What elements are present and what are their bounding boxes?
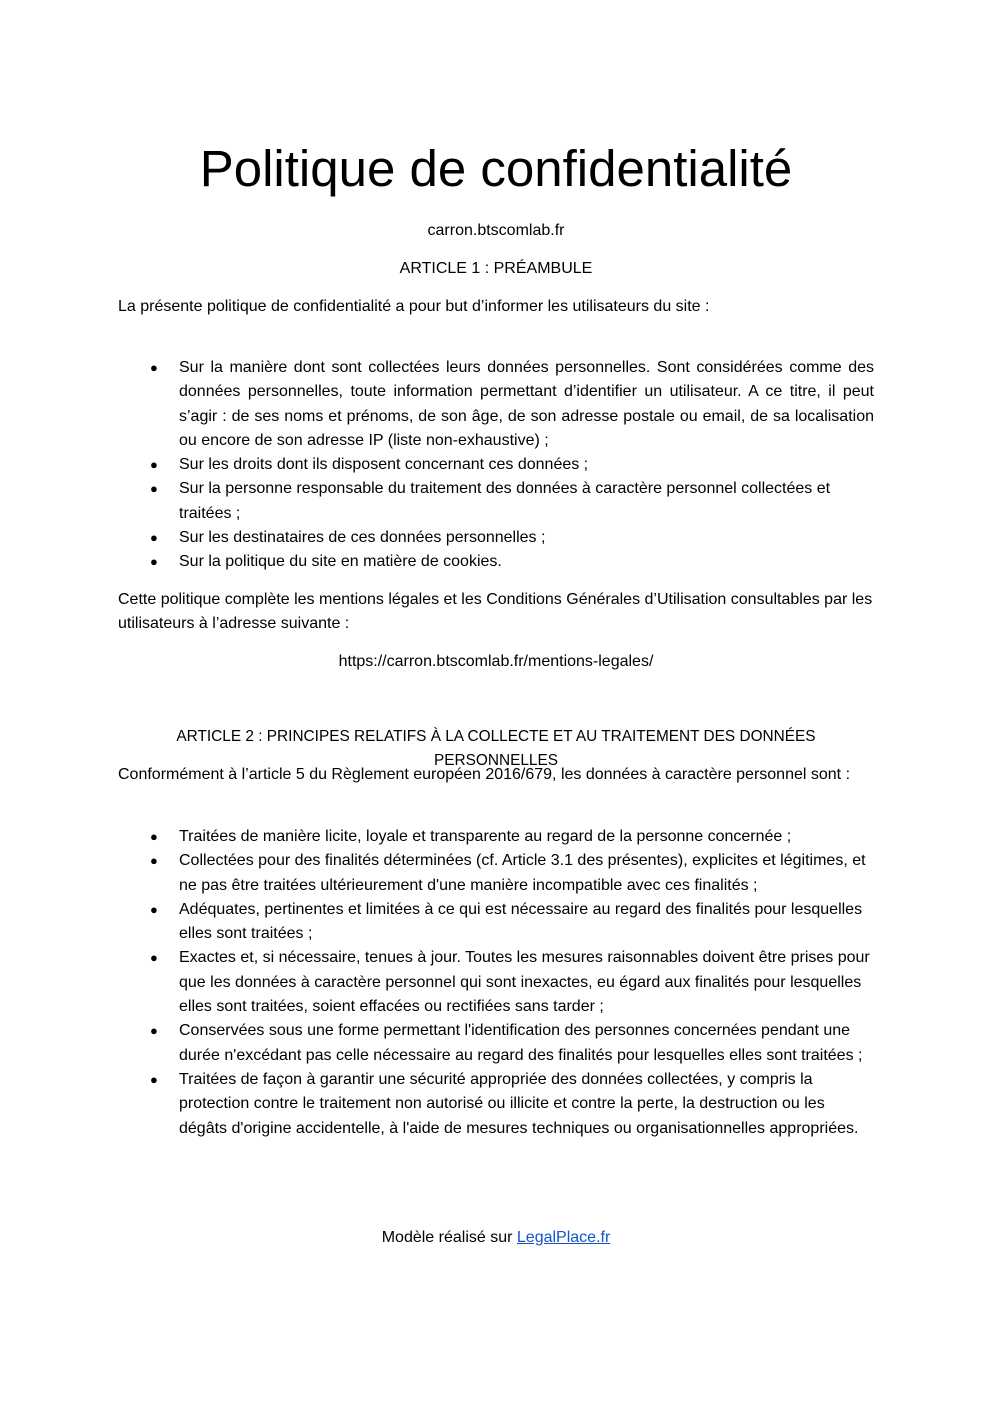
article-2-intro: Conformément à l’article 5 du Règlement européen 2016/679, les données à caractère personnel sont :: [118, 766, 851, 783]
list-item-text: Traitées de manière licite, loyale et transparente au regard de la personne concernée ;: [179, 828, 792, 845]
bullet-icon: ●: [150, 360, 158, 375]
list-item-text: Exactes et, si nécessaire, tenues à jour. Toutes les mesures raisonnables doivent être prises pour que les données à caractère personnel qui sont inexactes, eu égard aux finalités pour lesquelles elles sont traitées, soient effacées ou rectifiées sans tarder ;: [179, 949, 870, 1016]
list-item: [118, 477, 874, 526]
article-2-bullet-list: [118, 825, 874, 1141]
list-item-text: Traitées de façon à garantir une sécurité appropriée des données collectées, y compris la protection contre le traitement non autorisé ou illicite et contre la perte, la destruction ou les dégâts d'origine accidentelle, à l'aide de mesures techniques ou organisationnelles appropriées.: [179, 1070, 859, 1137]
bullet-icon: ●: [150, 530, 158, 546]
mentions-legales-url: https://carron.btscomlab.fr/mentions-legales/: [338, 653, 654, 670]
bullet-icon: ●: [150, 554, 158, 570]
bullet-icon: ●: [150, 1023, 158, 1039]
article-1-heading: ARTICLE 1 : PRÉAMBULE: [399, 260, 593, 277]
list-item-text: Sur la personne responsable du traitement des données à caractère personnel collectées et traitées ;: [179, 480, 831, 522]
list-item-text: Sur les destinataires de ces données personnelles ;: [179, 529, 546, 547]
legalplace-link[interactable]: LegalPlace.fr: [516, 1229, 611, 1246]
article-1-complement: Cette politique complète les mentions légales et les Conditions Générales d’Utilisation consultables par les utilisateurs à l’adresse suivante :: [118, 591, 873, 633]
list-item: [118, 356, 874, 453]
list-item: [118, 453, 874, 477]
list-item: [118, 849, 874, 898]
list-item-text: Conservées sous une forme permettant l'identification des personnes concernées pendant une durée n'excédant pas celle nécessaire au regard des finalités pour lesquelles elles sont traitées ;: [179, 1022, 863, 1064]
list-item: [118, 825, 874, 849]
list-item: [118, 550, 874, 574]
bullet-icon: ●: [150, 457, 158, 473]
article-1-intro: La présente politique de confidentialité a pour but d’informer les utilisateurs du site :: [118, 298, 710, 315]
list-item-text: Sur les droits dont ils disposent concernant ces données ;: [179, 456, 589, 474]
bullet-icon: ●: [150, 1071, 158, 1087]
list-item-text: Adéquates, pertinentes et limitées à ce qui est nécessaire au regard des finalités pour lesquelles elles sont traitées ;: [179, 900, 863, 943]
list-item: [118, 1019, 874, 1068]
footer-credit: [118, 1226, 874, 1250]
footer-prefix: Modèle réalisé sur: [381, 1229, 517, 1246]
list-item-text: Sur la politique du site en matière de cookies.: [179, 553, 502, 571]
article-2-heading: ARTICLE 2 : PRINCIPES RELATIFS À LA COLLECTE ET AU TRAITEMENT DES DONNÉES PERSONNELLES: [176, 728, 816, 769]
site-name: carron.btscomlab.fr: [427, 222, 565, 239]
bullet-icon: ●: [150, 950, 158, 966]
list-item: [118, 946, 874, 1019]
list-item: [118, 526, 874, 550]
list-item: [118, 898, 874, 947]
article-1-bullet-list: [118, 356, 874, 575]
list-item-text: Collectées pour des finalités déterminées (cf. Article 3.1 des présentes), explicites et légitimes, et ne pas être traitées ultérieurement d'une manière incompatible avec ces finalités ;: [179, 852, 866, 894]
list-item-text: Sur la manière dont sont collectées leurs données personnelles. Sont considérées comme des données personnelles, toute information permettant d’identifier un utilisateur. A ce titre, il peut s’agir : de ses noms et prénoms, de son âge, de son adresse postale ou email, de sa localisation ou encore de son adresse IP (liste non-exhaustive) ;: [179, 359, 874, 449]
bullet-icon: ●: [150, 829, 158, 844]
list-item: [118, 1068, 874, 1141]
bullet-icon: ●: [150, 901, 158, 917]
bullet-icon: ●: [150, 853, 158, 869]
document-title: Politique de confidentialité: [199, 140, 793, 197]
bullet-icon: ●: [150, 481, 158, 497]
